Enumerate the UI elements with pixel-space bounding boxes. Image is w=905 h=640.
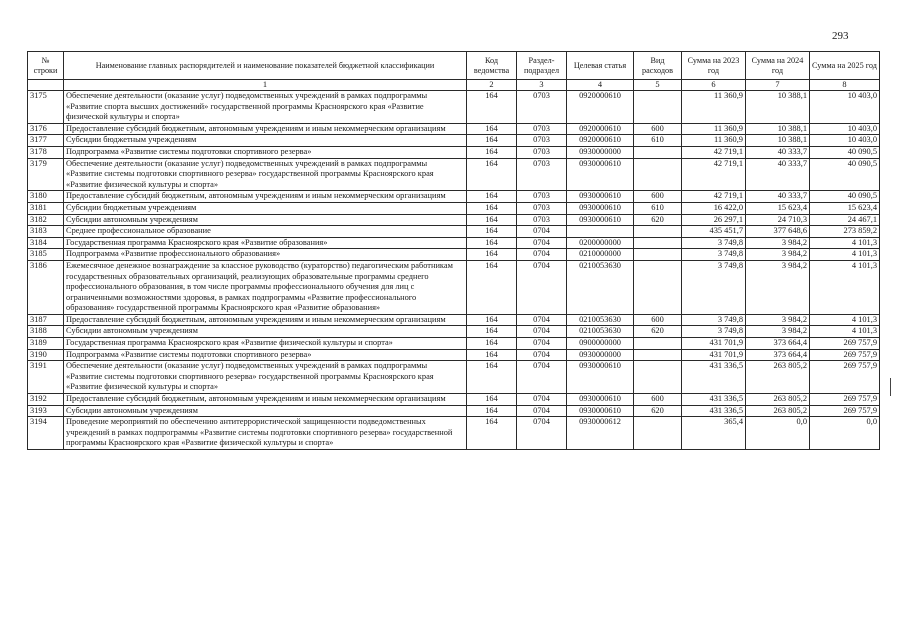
row-sum-2025: 10 403,0 [810,135,880,147]
row-expense-type: 620 [634,214,682,226]
row-name: Обеспечение деятельности (оказание услуг) подведомственных учреждений в рамках подпрограммы «Развитие спорта высших достижений» государственной программы Красноярского края «Развитие физической культуры и спорта» [64,91,467,124]
row-department-code: 164 [467,417,517,450]
row-name: Обеспечение деятельности (оказание услуг) подведомственных учреждений в рамках подпрограммы «Развитие системы подготовки спортивного резерва» государственной программы Красноярского края «Развитие физической культуры и спорта» [64,158,467,191]
header-row [28,52,880,80]
row-sum-2024: 3 984,2 [746,249,810,261]
row-name: Субсидии бюджетным учреждениям [64,135,467,147]
row-number: 3188 [28,326,64,338]
column-number: 2 [467,80,517,91]
row-sum-2023: 3 749,8 [682,237,746,249]
row-department-code: 164 [467,135,517,147]
row-expense-type [634,237,682,249]
row-section: 0704 [517,326,567,338]
row-target-article: 0920000610 [567,91,634,124]
row-target-article: 0210053630 [567,314,634,326]
row-target-article: 0930000610 [567,361,634,394]
row-department-code: 164 [467,349,517,361]
row-number: 3179 [28,158,64,191]
row-expense-type [634,146,682,158]
table-row [28,249,880,261]
row-section: 0703 [517,146,567,158]
row-expense-type: 610 [634,135,682,147]
row-sum-2023: 3 749,8 [682,249,746,261]
row-name: Государственная программа Красноярского края «Развитие образования» [64,237,467,249]
row-department-code: 164 [467,237,517,249]
table-row [28,146,880,158]
row-sum-2023: 42 719,1 [682,191,746,203]
row-number: 3180 [28,191,64,203]
row-sum-2025: 269 757,9 [810,361,880,394]
row-target-article: 0930000000 [567,349,634,361]
row-name: Субсидии автономным учреждениям [64,214,467,226]
row-sum-2024: 10 388,1 [746,91,810,124]
row-section: 0704 [517,394,567,406]
row-number: 3192 [28,394,64,406]
row-department-code: 164 [467,405,517,417]
row-department-code: 164 [467,123,517,135]
row-expense-type [634,338,682,350]
row-sum-2023: 435 451,7 [682,226,746,238]
row-number: 3183 [28,226,64,238]
table-row [28,260,880,314]
row-target-article: 0930000610 [567,405,634,417]
column-number: 6 [682,80,746,91]
row-name: Подпрограмма «Развитие системы подготовки спортивного резерва» [64,146,467,158]
table-row [28,338,880,350]
row-section: 0704 [517,338,567,350]
row-department-code: 164 [467,202,517,214]
row-number: 3176 [28,123,64,135]
row-expense-type [634,158,682,191]
row-sum-2023: 365,4 [682,417,746,450]
row-sum-2023: 42 719,1 [682,146,746,158]
row-section: 0703 [517,191,567,203]
row-number: 3191 [28,361,64,394]
row-section: 0703 [517,123,567,135]
column-number: 4 [567,80,634,91]
column-number-row [28,80,880,91]
row-sum-2024: 40 333,7 [746,158,810,191]
row-number: 3186 [28,260,64,314]
row-section: 0703 [517,214,567,226]
row-sum-2025: 4 101,3 [810,249,880,261]
row-target-article: 0210053630 [567,326,634,338]
row-sum-2024: 373 664,4 [746,349,810,361]
row-name: Субсидии автономным учреждениям [64,326,467,338]
row-sum-2023: 431 336,5 [682,405,746,417]
row-sum-2025: 10 403,0 [810,91,880,124]
table-row [28,191,880,203]
row-sum-2023: 3 749,8 [682,314,746,326]
row-target-article: 0200000000 [567,237,634,249]
row-sum-2023: 431 336,5 [682,361,746,394]
column-number: 8 [810,80,880,91]
row-expense-type: 600 [634,394,682,406]
table-row [28,123,880,135]
table-row [28,405,880,417]
row-sum-2025: 269 757,9 [810,394,880,406]
row-section: 0703 [517,202,567,214]
row-number: 3184 [28,237,64,249]
header-name: Наименование главных распорядителей и наименование показателей бюджетной классификации [64,52,467,80]
row-sum-2023: 11 360,9 [682,91,746,124]
row-sum-2025: 269 757,9 [810,405,880,417]
row-name: Среднее профессиональное образование [64,226,467,238]
row-sum-2023: 26 297,1 [682,214,746,226]
row-sum-2023: 431 336,5 [682,394,746,406]
row-section: 0704 [517,349,567,361]
row-target-article: 0930000610 [567,202,634,214]
row-sum-2024: 377 648,6 [746,226,810,238]
row-target-article [567,226,634,238]
row-name: Предоставление субсидий бюджетным, автономным учреждениям и иным некоммерческим организациям [64,314,467,326]
row-sum-2025: 0,0 [810,417,880,450]
row-number: 3182 [28,214,64,226]
row-expense-type: 620 [634,405,682,417]
table-row [28,135,880,147]
row-sum-2024: 263 805,2 [746,394,810,406]
row-sum-2023: 11 360,9 [682,123,746,135]
row-department-code: 164 [467,91,517,124]
row-department-code: 164 [467,314,517,326]
row-number: 3177 [28,135,64,147]
row-department-code: 164 [467,214,517,226]
header-sum-2024: Сумма на 2024 год [746,52,810,80]
column-number [28,80,64,91]
row-department-code: 164 [467,326,517,338]
row-sum-2023: 3 749,8 [682,260,746,314]
row-sum-2025: 10 403,0 [810,123,880,135]
table-row [28,237,880,249]
table-row [28,349,880,361]
row-name: Подпрограмма «Развитие профессионального образования» [64,249,467,261]
row-sum-2024: 24 710,3 [746,214,810,226]
row-number: 3175 [28,91,64,124]
row-name: Предоставление субсидий бюджетным, автономным учреждениям и иным некоммерческим организациям [64,394,467,406]
row-section: 0703 [517,158,567,191]
row-department-code: 164 [467,260,517,314]
row-target-article: 0900000000 [567,338,634,350]
row-sum-2024: 3 984,2 [746,260,810,314]
row-sum-2024: 263 805,2 [746,361,810,394]
header-section: Раздел-подраздел [517,52,567,80]
header-sum-2023: Сумма на 2023 год [682,52,746,80]
row-number: 3193 [28,405,64,417]
row-expense-type [634,226,682,238]
row-sum-2024: 3 984,2 [746,326,810,338]
row-target-article: 0930000610 [567,394,634,406]
row-name: Предоставление субсидий бюджетным, автономным учреждениям и иным некоммерческим организациям [64,191,467,203]
table-row [28,417,880,450]
row-target-article: 0920000610 [567,135,634,147]
row-sum-2025: 40 090,5 [810,146,880,158]
row-department-code: 164 [467,249,517,261]
row-section: 0703 [517,135,567,147]
row-name: Ежемесячное денежное вознаграждение за классное руководство (кураторство) педагогическим работникам государственных образовательных организаций, реализующих образовательные программы среднего профессионального образования, в том числе программы профессионального обучения для лиц с ограниченными возможностями здоровья, в рамках подпрограммы «Развитие профессионального образования» государственной программы Красноярского края «Развитие образования» [64,260,467,314]
header-sum-2025: Сумма на 2025 год [810,52,880,80]
column-number: 5 [634,80,682,91]
table-row [28,202,880,214]
row-sum-2025: 4 101,3 [810,314,880,326]
row-target-article: 0210053630 [567,260,634,314]
row-number: 3185 [28,249,64,261]
row-sum-2023: 42 719,1 [682,158,746,191]
row-name: Субсидии бюджетным учреждениям [64,202,467,214]
row-section: 0704 [517,405,567,417]
row-name: Проведение мероприятий по обеспечению антитеррористической защищенности подведомственных учреждений в рамках подпрограммы «Развитие системы подготовки спортивного резерва» государственной программы Красноярского края «Развитие физической культуры и спорта» [64,417,467,450]
row-sum-2025: 4 101,3 [810,260,880,314]
row-target-article: 0930000612 [567,417,634,450]
table-row [28,314,880,326]
row-sum-2025: 24 467,1 [810,214,880,226]
column-number: 7 [746,80,810,91]
row-expense-type [634,91,682,124]
row-sum-2023: 11 360,9 [682,135,746,147]
row-expense-type: 600 [634,191,682,203]
row-expense-type: 600 [634,314,682,326]
row-section: 0704 [517,361,567,394]
row-number: 3189 [28,338,64,350]
row-sum-2024: 0,0 [746,417,810,450]
row-department-code: 164 [467,146,517,158]
row-target-article: 0920000610 [567,123,634,135]
row-name: Субсидии автономным учреждениям [64,405,467,417]
page-number: 293 [832,30,849,42]
row-number: 3187 [28,314,64,326]
budget-table [27,51,880,450]
row-expense-type: 620 [634,326,682,338]
row-number: 3194 [28,417,64,450]
row-target-article: 0930000610 [567,214,634,226]
row-number: 3181 [28,202,64,214]
row-section: 0704 [517,417,567,450]
row-sum-2024: 263 805,2 [746,405,810,417]
table-row [28,214,880,226]
row-department-code: 164 [467,226,517,238]
row-sum-2023: 3 749,8 [682,326,746,338]
table-row [28,326,880,338]
row-sum-2024: 3 984,2 [746,237,810,249]
row-sum-2025: 40 090,5 [810,191,880,203]
header-row-number: № строки [28,52,64,80]
row-sum-2023: 16 422,0 [682,202,746,214]
row-target-article: 0930000000 [567,146,634,158]
row-sum-2025: 40 090,5 [810,158,880,191]
table-row [28,158,880,191]
row-target-article: 0210000000 [567,249,634,261]
row-section: 0704 [517,249,567,261]
row-sum-2025: 4 101,3 [810,326,880,338]
table-row [28,361,880,394]
row-target-article: 0930000610 [567,158,634,191]
row-department-code: 164 [467,338,517,350]
row-sum-2024: 373 664,4 [746,338,810,350]
row-expense-type [634,361,682,394]
row-target-article: 0930000610 [567,191,634,203]
row-department-code: 164 [467,361,517,394]
row-name: Предоставление субсидий бюджетным, автономным учреждениям и иным некоммерческим организациям [64,123,467,135]
row-section: 0703 [517,91,567,124]
row-name: Подпрограмма «Развитие системы подготовки спортивного резерва» [64,349,467,361]
row-expense-type [634,249,682,261]
row-department-code: 164 [467,394,517,406]
row-section: 0704 [517,314,567,326]
row-sum-2025: 273 859,2 [810,226,880,238]
row-sum-2024: 40 333,7 [746,146,810,158]
column-number: 1 [64,80,467,91]
table-row [28,91,880,124]
row-section: 0704 [517,237,567,249]
row-number: 3190 [28,349,64,361]
row-sum-2024: 10 388,1 [746,135,810,147]
row-department-code: 164 [467,158,517,191]
header-target-article: Целевая статья [567,52,634,80]
row-sum-2023: 431 701,9 [682,338,746,350]
row-sum-2025: 15 623,4 [810,202,880,214]
row-number: 3178 [28,146,64,158]
row-sum-2024: 3 984,2 [746,314,810,326]
row-expense-type [634,349,682,361]
row-section: 0704 [517,226,567,238]
row-sum-2024: 40 333,7 [746,191,810,203]
row-sum-2025: 269 757,9 [810,349,880,361]
row-name: Государственная программа Красноярского края «Развитие физической культуры и спорта» [64,338,467,350]
scan-margin-mark [890,378,891,396]
row-sum-2024: 15 623,4 [746,202,810,214]
table-row [28,226,880,238]
row-expense-type: 610 [634,202,682,214]
header-expense-type: Вид расходов [634,52,682,80]
header-department-code: Код ведомства [467,52,517,80]
row-section: 0704 [517,260,567,314]
table-row [28,394,880,406]
column-number: 3 [517,80,567,91]
row-sum-2025: 269 757,9 [810,338,880,350]
row-name: Обеспечение деятельности (оказание услуг) подведомственных учреждений в рамках подпрограммы «Развитие системы подготовки спортивного резерва» государственной программы Красноярского края «Развитие физической культуры и спорта» [64,361,467,394]
row-expense-type [634,260,682,314]
row-department-code: 164 [467,191,517,203]
row-expense-type: 600 [634,123,682,135]
row-sum-2024: 10 388,1 [746,123,810,135]
row-sum-2025: 4 101,3 [810,237,880,249]
row-expense-type [634,417,682,450]
row-sum-2023: 431 701,9 [682,349,746,361]
